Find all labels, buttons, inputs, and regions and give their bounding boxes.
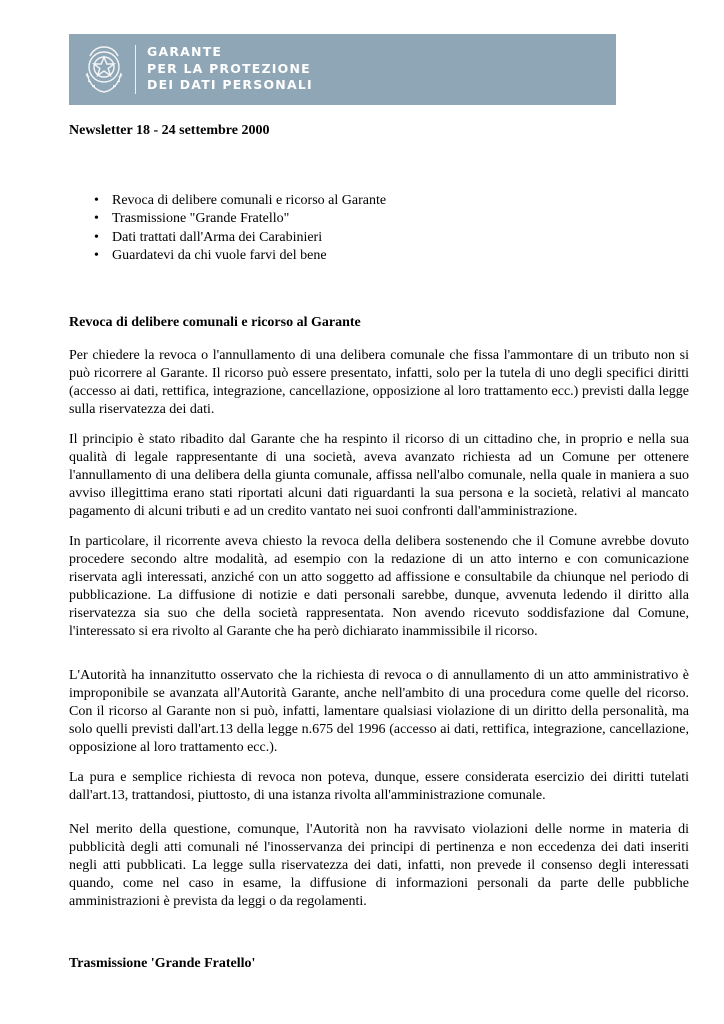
table-of-contents [112, 192, 386, 265]
paragraph: Nel merito della questione, comunque, l'Autorità non ha ravvisato violazioni delle norme in materia di pubblicità degli atti comunali né l'inosservanza dei principi di pertinenza e non eccedenza dei dati inseriti negli atti pubblicati. La legge sulla riservatezza dei dati, infatti, non prevede il consenso degli interessati quando, come nel caso in esame, la diffusione di informazioni personali da parte delle pubbliche amministrazioni è prevista da leggi o da regolamenti. [69, 822, 689, 910]
newsletter-title: Newsletter 18 - 24 settembre 2000 [69, 123, 270, 138]
toc-item: • Guardatevi da chi vuole farvi del bene [112, 247, 386, 265]
banner-title [147, 44, 313, 94]
paragraph: L'Autorità ha innanzitutto osservato che la richiesta di revoca o di annullamento di un atto amministrativo è improponibile se avanzata all'Autorità Garante, anche nell'ambito di una procedura come quelle del ricorso. Con il ricorso al Garante non si può, infatti, lamentare qualsiasi violazione di un diritto della personalità, ma solo quelli previsti dall'art.13 della legge n.675 del 1996 (accesso ai dati, rettifica, integrazione, cancellazione, opposizione al loro trattamento ecc.). [69, 668, 689, 756]
banner-divider [135, 45, 136, 94]
paragraph: Per chiedere la revoca o l'annullamento di una delibera comunale che fissa l'ammontare di un tributo non si può ricorrere al Garante. Il ricorso può essere presentato, infatti, solo per la tutela di uno degli specifici diritti (accesso ai dati, rettifica, integrazione, cancellazione, opposizione al loro trattamento ecc.) previsti dalla legge sulla riservatezza dei dati. [69, 348, 689, 418]
paragraph: Il principio è stato ribadito dal Garante che ha respinto il ricorso di un cittadino che, in proprio e nella sua qualità di legale rappresentante di una società, aveva avanzato richiesta ad un Comune per ottenere l'annullamento di una delibera della giunta comunale, affissa nell'albo comunale, nella quale in maniera a suo avviso illegittima erano stati riportati alcuni dati riguardanti la sua persona e la società, relativi al mancato pagamento di alcuni tributi e ad un credito vantato nei suoi confronti dall'amministrazione. [69, 432, 689, 520]
section-title: Trasmissione 'Grande Fratello' [69, 956, 256, 971]
banner-line-1: GARANTE [147, 44, 223, 59]
italian-republic-emblem-icon [81, 43, 127, 95]
toc-item: • Dati trattati dall'Arma dei Carabinieri [112, 229, 386, 247]
paragraph: In particolare, il ricorrente aveva chiesto la revoca della delibera sostenendo che il Comune avrebbe dovuto procedere secondo altre modalità, ad esempio con la redazione di un atto interno e con comunicazione riservata agli interessati, anziché con un atto soggetto ad affissione e consultabile da chiunque nel periodo di pubblicazione. La diffusione di notizie e dati personali sarebbe, dunque, avvenuta ledendo il diritto alla riservatezza sia suo che della società rappresentata. Non avendo ricevuto soddisfazione dal Comune, l'interessato si era rivolto al Garante che ha però dichiarato inammissibile il ricorso. [69, 534, 689, 640]
banner-line-3: DEI DATI PERSONALI [147, 77, 313, 92]
toc-item: • Revoca di delibere comunali e ricorso al Garante [112, 192, 386, 210]
toc-item: • Trasmissione "Grande Fratello" [112, 210, 386, 228]
section-title: Revoca di delibere comunali e ricorso al Garante [69, 315, 361, 330]
banner-line-2: PER LA PROTEZIONE [147, 60, 311, 76]
paragraph: La pura e semplice richiesta di revoca non poteva, dunque, essere considerata esercizio dei diritti tutelati dall'art.13, trattandosi, piuttosto, di una istanza rivolta all'amministrazione comunale. [69, 770, 689, 804]
header-banner [69, 34, 616, 105]
